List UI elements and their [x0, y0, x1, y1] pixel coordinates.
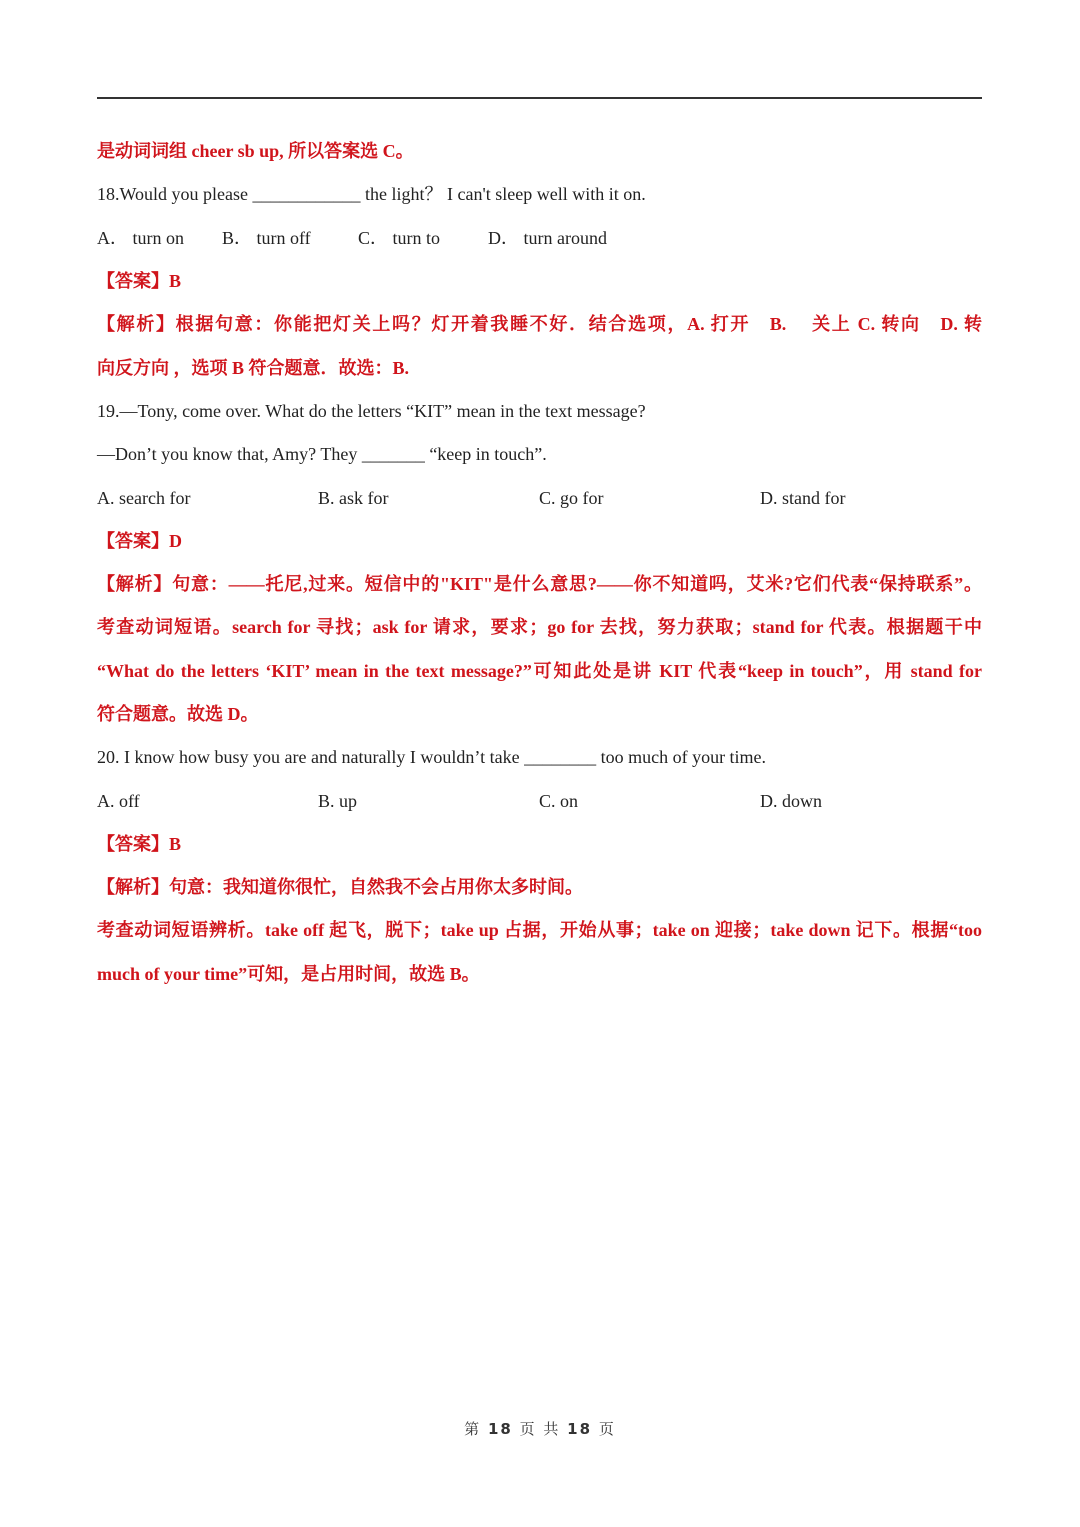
q20-option-d: D. down — [760, 791, 822, 811]
q19-stem-line-1: 19.—Tony, come over. What do the letters “KIT” mean in the text message? — [97, 401, 646, 421]
footer-post: 页 — [598, 1420, 616, 1438]
q20-answer: 【答案】B — [97, 834, 182, 854]
footer-pre: 第 — [464, 1420, 482, 1438]
q18-analysis-line-2: 向反方向 ，选项 B 符合题意．故选：B. — [97, 358, 410, 378]
q18-option-a: A． turn on — [97, 228, 184, 248]
q20-option-a: A. off — [97, 791, 140, 811]
q19-analysis-line-1: 【解析】句意：——托尼,过来。短信中的"KIT"是什么意思?——你不知道吗，艾米?它们代表“保持联系”。 — [97, 574, 982, 594]
q20-analysis-line-2: 考查动词短语辨析。take off 起飞，脱下；take up 占据，开始从事；take on 迎接；take down 记下。根据“too — [97, 920, 982, 940]
q19-option-d: D. stand for — [760, 488, 846, 508]
q19-analysis-line-2: 考查动词短语。search for 寻找；ask for 请求，要求；go for 去找，努力获取；stand for 代表。根据题干中 — [97, 617, 982, 637]
page-footer — [0, 1418, 1080, 1439]
q19-stem-line-2: —Don’t you know that, Amy? They _______ “keep in touch”. — [97, 444, 547, 464]
q20-analysis-line-1: 【解析】句意：我知道你很忙，自然我不会占用你太多时间。 — [97, 877, 583, 897]
q19-option-b: B. ask for — [318, 488, 389, 508]
q18-option-b: B． turn off — [222, 228, 311, 248]
footer-mid: 页 共 — [519, 1420, 561, 1438]
q19-analysis-line-3: “What do the letters ‘KIT’ mean in the text message?”可知此处是讲 KIT 代表“keep in touch”，用 stand for — [97, 661, 982, 681]
q20-option-b: B. up — [318, 791, 358, 811]
q19-analysis-line-4: 符合题意。故选 D。 — [97, 704, 259, 724]
q18-analysis-line-1: 【解析】根据句意：你能把灯关上吗？灯开着我睡不好．结合选项，A. 打开 B. 关上 C. 转向 D. 转 — [97, 314, 982, 334]
q19-option-c: C. go for — [539, 488, 604, 508]
q20-option-c: C. on — [539, 791, 579, 811]
footer-total-pages: 18 — [567, 1420, 593, 1438]
intro-line: 是动词词组 cheer sb up, 所以答案选 C。 — [97, 141, 414, 161]
q19-option-a: A. search for — [97, 488, 191, 508]
footer-page-number: 18 — [487, 1420, 513, 1438]
q19-answer: 【答案】D — [97, 531, 182, 551]
q18-answer: 【答案】B — [97, 271, 182, 291]
header-rule — [97, 97, 982, 99]
q18-option-c: C． turn to — [358, 228, 441, 248]
q18-option-d: D． turn around — [488, 228, 607, 248]
q18-stem: 18.Would you please ____________ the light？ I can't sleep well with it on. — [97, 184, 646, 204]
q20-stem: 20. I know how busy you are and naturally I wouldn’t take ________ too much of your time. — [97, 747, 767, 767]
q20-analysis-line-3: much of your time”可知，是占用时间，故选 B。 — [97, 964, 480, 984]
